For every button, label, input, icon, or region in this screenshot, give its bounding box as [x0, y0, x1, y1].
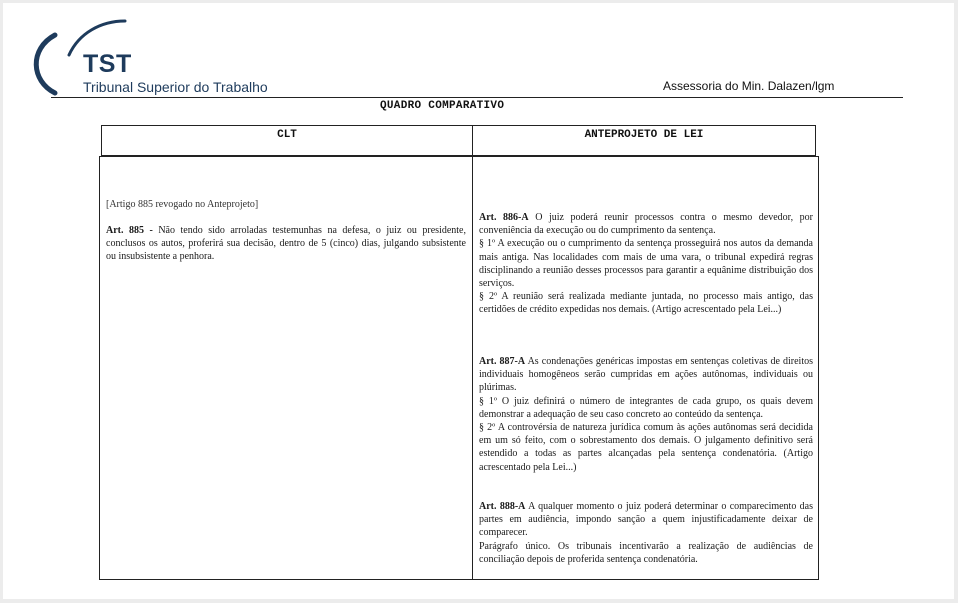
- logo-subtitle: Tribunal Superior do Trabalho: [83, 79, 268, 95]
- article-886-a-paragraph-1: § 1º A execução ou o cumprimento da sentença prosseguirá nos autos da demanda mais antiga. Nas localidades com mais de uma vara, o tribunal expedirá regras disciplinando a reunião desses processos para garantir a equânime distribuição dos serviços.: [479, 238, 813, 290]
- article-885: [106, 224, 466, 264]
- column-header-anteprojeto: ANTEPROJETO DE LEI: [584, 129, 704, 141]
- page-title: QUADRO COMPARATIVO: [380, 100, 505, 112]
- article-887-a-caput-text: As condenações genéricas impostas em sentenças coletivas de direitos individuais homogêneos serão cumpridas em ações autônomas, individuais ou plúrimas.: [479, 356, 813, 394]
- logo-text: TST: [83, 50, 132, 78]
- article-887-a-paragraph-2: § 2º A controvérsia de natureza jurídica comum às ações autônomas será decidida em um só feito, com o sobrestamento dos demais. O julgamento definitivo será estendido a todas as partes alcançadas pela sentença condenatória. (Artigo acrescentado pela Lei...): [479, 422, 813, 473]
- article-888-a-caput: [479, 500, 813, 540]
- column-header-clt: CLT: [102, 126, 473, 155]
- article-886-a-label: Art. 886-A: [479, 212, 529, 223]
- header-divider: [51, 97, 903, 98]
- article-888-a-caput-text: A qualquer momento o juiz poderá determinar o comparecimento das partes em audiência, impondo sanção a quem injustificadamente deixar de comparecer.: [479, 501, 813, 539]
- revoked-note: [Artigo 885 revogado no Anteprojeto]: [106, 199, 259, 210]
- article-887-a: [479, 355, 813, 474]
- article-888-a-paragraph-unico: Parágrafo único. Os tribunais incentivarão a realização de audiências de conciliação depois de proferida sentença condenatória.: [479, 540, 813, 565]
- article-886-a-paragraph-2: § 2º A reunião será realizada mediante juntada, no processo mais antigo, das certidões de crédito expedidas nos demais. (Artigo acrescentado pela Lei...): [479, 291, 813, 316]
- comparison-table: [99, 156, 819, 580]
- article-888-a-label: Art. 888-A: [479, 501, 526, 512]
- article-885-text: Não tendo sido arroladas testemunhas na defesa, o juiz ou presidente, conclusos os autos, proferirá sua decisão, dentro de 5 (cinco) dias, julgando subsistente ou insubsistente a penhora.: [106, 225, 466, 263]
- article-885-label: Art. 885 -: [106, 225, 153, 236]
- article-887-a-label: Art. 887-A: [479, 356, 526, 367]
- article-887-a-paragraph-1: § 1º O juiz definirá o número de integrantes de cada grupo, os quais devem demonstrar a adequação de seu caso concreto ao conteúdo da sentença.: [479, 395, 813, 420]
- article-888-a: [479, 500, 813, 566]
- column-header-row: [101, 125, 816, 156]
- anteprojeto-column: [473, 157, 818, 579]
- clt-column: [100, 157, 473, 579]
- header-note: Assessoria do Min. Dalazen/lgm: [663, 79, 835, 93]
- document-page: [3, 3, 954, 599]
- article-886-a-caput-text: O juiz poderá reunir processos contra o mesmo devedor, por conveniência da execução ou do cumprimento da sentença.: [479, 212, 813, 237]
- article-886-a-caput: [479, 211, 813, 237]
- article-886-a: [479, 211, 813, 317]
- article-887-a-caput: [479, 355, 813, 395]
